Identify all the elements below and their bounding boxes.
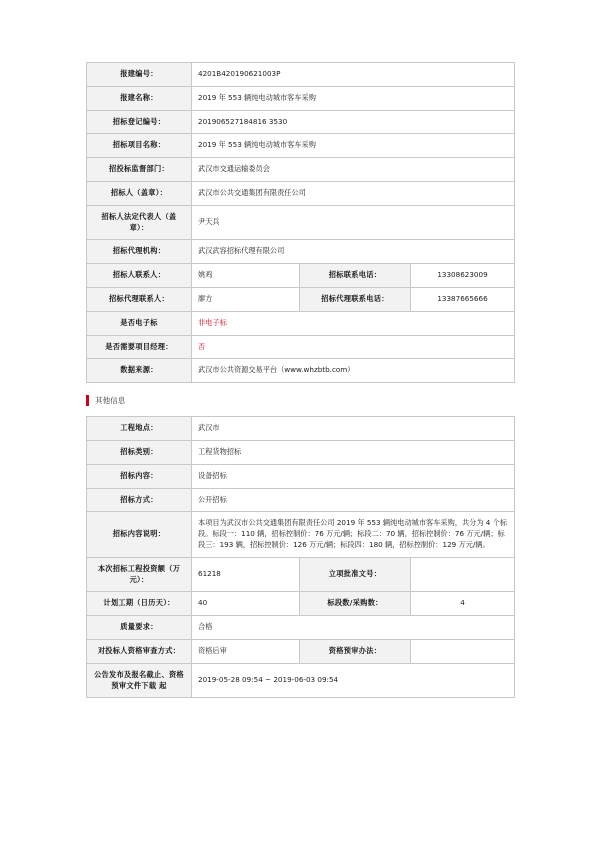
field-label: 招标类别： (87, 440, 192, 464)
section-accent-bar (86, 395, 89, 406)
field-value: 工程货物招标 (192, 440, 515, 464)
field-value: 公开招标 (192, 488, 515, 512)
field-label: 招标代理机构： (87, 240, 192, 264)
field-label: 招标人（盖章）： (87, 181, 192, 205)
table-row-qualification (87, 639, 515, 663)
field-label: 是否需要项目经理： (87, 335, 192, 359)
field-value: 2019 年 553 辆纯电动城市客车采购 (192, 86, 515, 110)
table-row (87, 616, 515, 640)
table-row-announcement (87, 663, 515, 698)
field-value: 61218 (192, 557, 300, 592)
field-label: 招标人联系人： (87, 264, 192, 288)
table-row (87, 63, 515, 87)
field-label: 资格预审办法： (300, 639, 411, 663)
field-value: 武汉市公共资源交易平台（www.whzbtb.com） (192, 359, 515, 383)
field-label: 招标代理联系人： (87, 287, 192, 311)
table-row (87, 417, 515, 441)
field-value: 4 (411, 592, 515, 616)
field-value: 姚鸡 (192, 264, 300, 288)
field-label: 本次招标工程投资额（万元）： (87, 557, 192, 592)
section-title: 其他信息 (95, 395, 126, 405)
table-row-investment (87, 557, 515, 592)
field-value: 非电子标 (192, 311, 515, 335)
field-label: 是否电子标 (87, 311, 192, 335)
field-value: 尹天兵 (192, 205, 515, 240)
table-row (87, 440, 515, 464)
table-row (87, 488, 515, 512)
table-row-duration (87, 592, 515, 616)
field-value: 武汉市公共交通集团有限责任公司 (192, 181, 515, 205)
field-value: 否 (192, 335, 515, 359)
table-row (87, 110, 515, 134)
table-row (87, 205, 515, 240)
field-value: 40 (192, 592, 300, 616)
table-row (87, 311, 515, 335)
field-label: 报建名称： (87, 86, 192, 110)
field-label: 工程地点： (87, 417, 192, 441)
field-value: 资格后审 (192, 639, 300, 663)
field-label: 立项批准文号： (300, 557, 411, 592)
field-label: 对投标人资格审查方式： (87, 639, 192, 663)
field-label: 招标方式： (87, 488, 192, 512)
table-row (87, 134, 515, 158)
table-row (87, 86, 515, 110)
field-value (411, 557, 515, 592)
field-label: 招标登记编号： (87, 110, 192, 134)
table-row (87, 181, 515, 205)
field-label: 招投标监督部门： (87, 158, 192, 182)
field-value (411, 639, 515, 663)
table-row-agent-contact (87, 287, 515, 311)
field-value: 4201B420190621003P (192, 63, 515, 87)
field-value: 2019-05-28 09:54 ~ 2019-06-03 09:54 (192, 663, 515, 698)
field-value: 合格 (192, 616, 515, 640)
field-label: 招标代理联系电话： (300, 287, 411, 311)
field-value: 201906527184816 3530 (192, 110, 515, 134)
field-value: 廖方 (192, 287, 300, 311)
field-label: 数据来源： (87, 359, 192, 383)
field-label: 报建编号： (87, 63, 192, 87)
field-label: 质量要求： (87, 616, 192, 640)
section-header-other-info (86, 394, 514, 406)
field-label: 招标项目名称： (87, 134, 192, 158)
table-row-content-desc (87, 512, 515, 557)
main-info-table (86, 62, 515, 383)
field-label: 招标内容说明： (87, 512, 192, 557)
field-label: 计划工期（日历天）： (87, 592, 192, 616)
field-value: 武汉市 (192, 417, 515, 441)
field-label: 招标联系电话： (300, 264, 411, 288)
table-row (87, 464, 515, 488)
field-label: 公告发布及报名截止、资格预审文件下载 起 (87, 663, 192, 698)
field-label: 招标内容： (87, 464, 192, 488)
field-value: 13387665666 (411, 287, 515, 311)
other-info-table (86, 416, 515, 698)
field-value: 武汉武容招标代理有限公司 (192, 240, 515, 264)
field-value: 本项目为武汉市公共交通集团有限责任公司 2019 年 553 辆纯电动城市客车采购，共分为 4 个标段。标段一：110 辆，招标控制价：76 万元/辆；标段二：70 辆，招标控制价：76 万元/辆；标段三：193 辆，招标控制价：126 万元/辆；标段四：180 辆，招标控制价：129 万元/辆。 (192, 512, 515, 557)
table-row (87, 240, 515, 264)
field-label: 标段数/采购数： (300, 592, 411, 616)
field-value: 武汉市交通运输委员会 (192, 158, 515, 182)
table-row-contact (87, 264, 515, 288)
field-value: 13308623009 (411, 264, 515, 288)
table-row (87, 335, 515, 359)
field-value: 设备招标 (192, 464, 515, 488)
table-row (87, 359, 515, 383)
field-label: 招标人法定代表人（盖章）： (87, 205, 192, 240)
field-value: 2019 年 553 辆纯电动城市客车采购 (192, 134, 515, 158)
table-row (87, 158, 515, 182)
